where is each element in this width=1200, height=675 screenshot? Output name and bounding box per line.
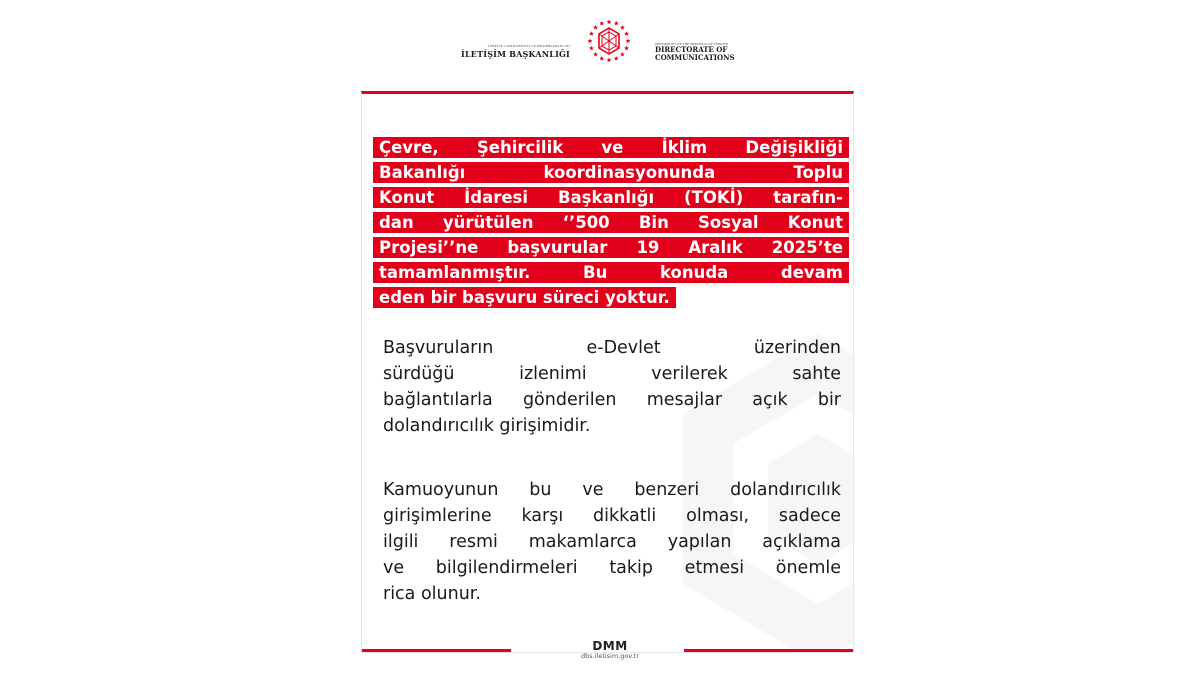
emblem-star — [614, 21, 619, 26]
logo-left-text — [461, 44, 570, 59]
highlight-line: Çevre, Şehircilik ve İklim Değişikliği — [373, 137, 849, 158]
announcement-panel — [361, 91, 854, 653]
highlight-line: Projesi’’ne başvurular 19 Aralık 2025’te — [373, 237, 849, 258]
highlight-line: dan yürütülen ‘’500 Bin Sosyal Konut — [373, 212, 849, 233]
emblem-star — [607, 57, 612, 62]
highlight-line: Konut İdaresi Başkanlığı (TOKİ) tarafın- — [373, 187, 849, 208]
emblem-star — [607, 19, 612, 24]
paragraph-line: Başvuruların e-Devlet üzerinden — [383, 338, 841, 358]
paragraph-line: sürdüğü izlenimi verilerek sahte — [383, 364, 841, 384]
logo-right-title-1: DIRECTORATE OF — [655, 45, 728, 54]
emblem-star — [589, 31, 594, 36]
paragraph-line: Kamuoyunun bu ve benzeri dolandırıcılık — [383, 480, 841, 500]
highlight-line: eden bir başvuru süreci yoktur. — [373, 287, 676, 308]
emblem-star — [624, 31, 629, 36]
emblem-star — [593, 25, 598, 30]
paragraph-line: ve bilgilendirmeleri takip etmesi önemle — [383, 558, 841, 578]
emblem-star — [588, 38, 593, 43]
bottom-accent-left — [361, 649, 511, 652]
emblem-star — [614, 56, 619, 61]
logo-right-small: PRESIDENCY OF THE REPUBLIC OF TÜRKİYE — [655, 42, 728, 46]
paragraph-line: bağlantılarla gönderilen mesajlar açık bir — [383, 390, 841, 410]
emblem-star — [620, 52, 625, 57]
paragraph-line: dolandırıcılık girişimidir. — [383, 416, 591, 436]
highlighted-statement — [373, 137, 849, 316]
paragraph-public-notice — [383, 477, 841, 607]
bottom-accent-right — [684, 649, 854, 652]
paragraph-line: rica olunur. — [383, 584, 481, 604]
presidency-star-emblem-icon — [583, 16, 635, 76]
highlight-line: Bakanlığı koordinasyonunda Toplu — [373, 162, 849, 183]
emblem-star — [599, 56, 604, 61]
emblem-star — [624, 46, 629, 51]
header-logo — [461, 12, 740, 82]
logo-left-small: TÜRKİYE CUMHURİYETİ CUMHURBAŞKANLIĞI — [487, 44, 570, 48]
emblem-star — [599, 21, 604, 26]
paragraph-line: ilgili resmi makamlarca yapılan açıklama — [383, 532, 841, 552]
logo-left-title: İLETİŞİM BAŞKANLIĞI — [461, 49, 570, 59]
dmm-logo: DMM — [592, 639, 628, 653]
highlight-line: tamamlanmıştır. Bu konuda devam — [373, 262, 849, 283]
logo-right-title-2: COMMUNICATIONS — [655, 53, 735, 62]
logo-right-text — [655, 42, 735, 62]
paragraph-fraud-warning — [383, 335, 841, 439]
paragraph-line: girişimlerine karşı dikkatli olması, sadece — [383, 506, 841, 526]
emblem-star — [593, 52, 598, 57]
emblem-star — [620, 25, 625, 30]
emblem-star — [589, 46, 594, 51]
emblem-star — [626, 38, 631, 43]
footer-brand — [570, 640, 650, 661]
footer-url: dbs.iletisim.gov.tr — [581, 652, 639, 660]
